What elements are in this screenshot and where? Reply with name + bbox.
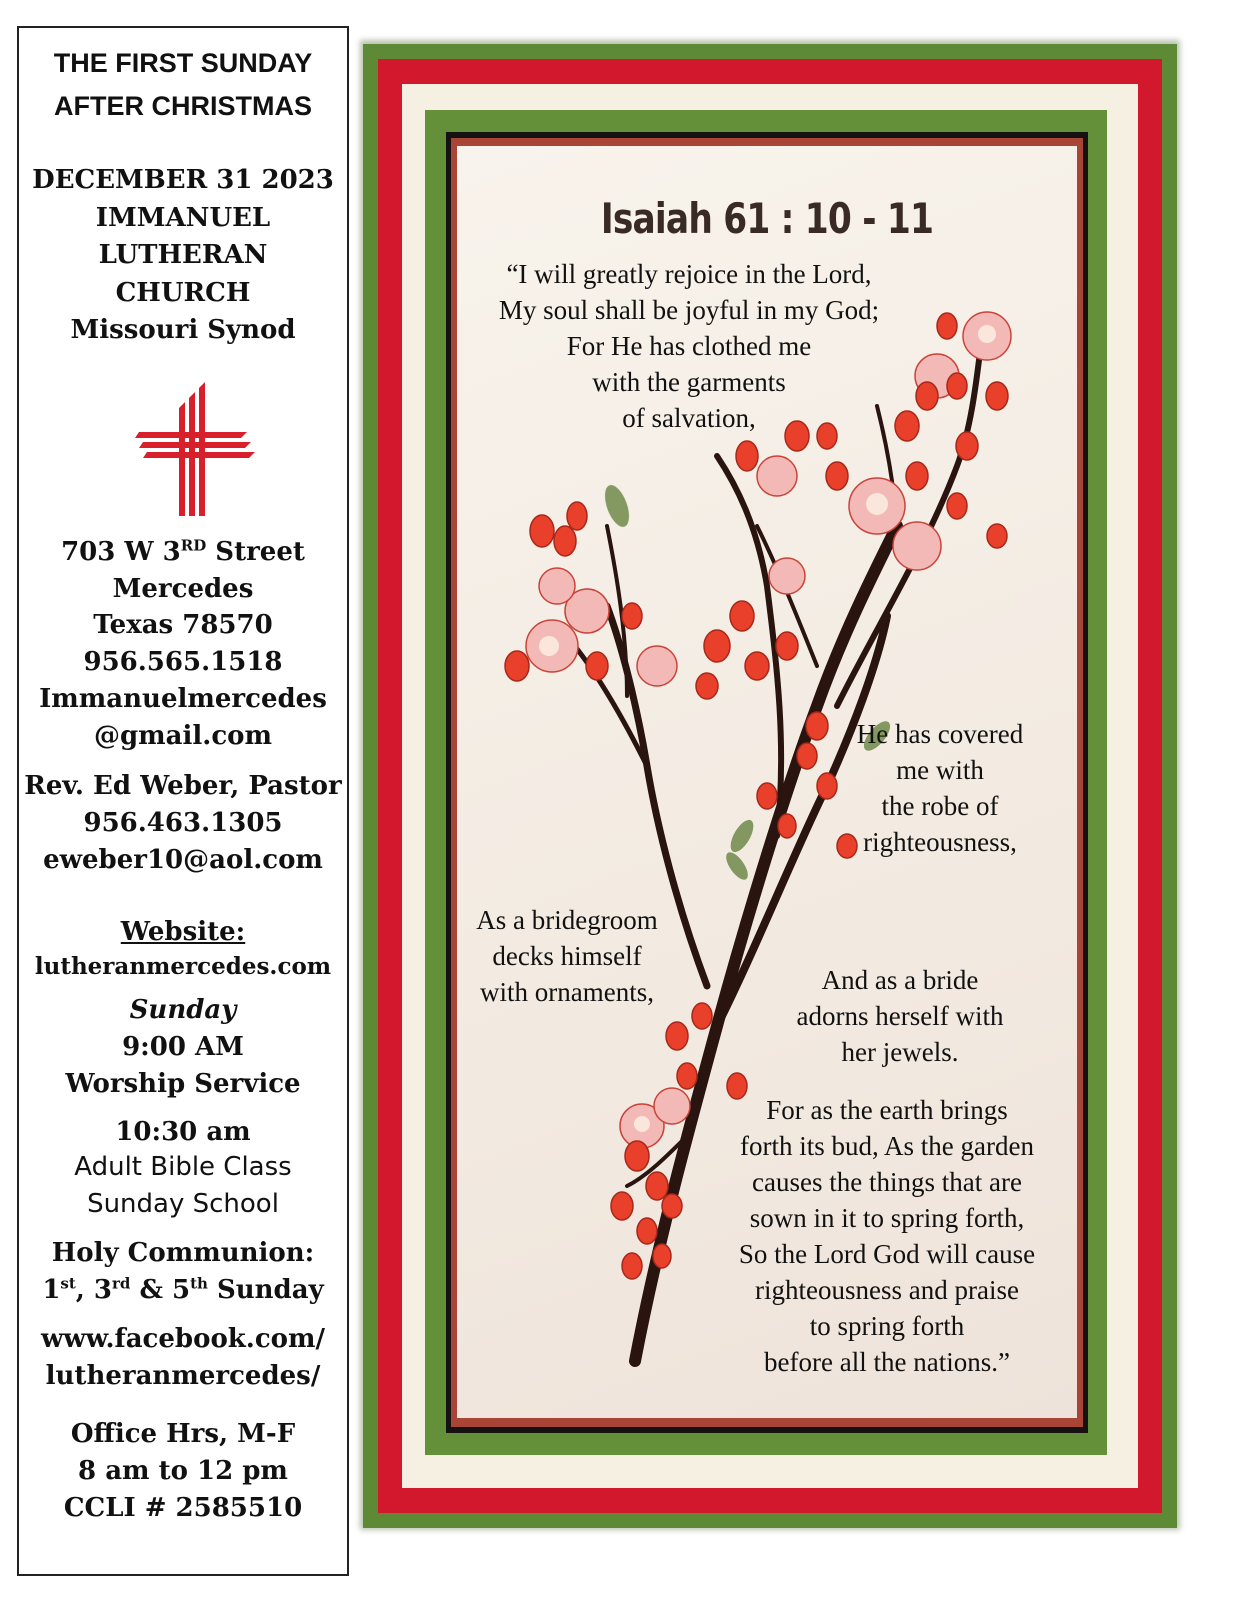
- pastor-contact: Rev. Ed Weber, Pastor 956.463.1305 eweber10@aol.com: [24, 771, 342, 875]
- class-list: Adult Bible Class Sunday School: [74, 1152, 292, 1219]
- office-hours: Office Hrs, M-F 8 am to 12 pm CCLI # 2585510: [63, 1419, 303, 1523]
- bulletin-date: DECEMBER 31 2023: [32, 165, 334, 195]
- verse-part-4: And as a bride adorns herself with her jewels.: [796, 965, 1004, 1067]
- church-email: Immanuelmercedes: [39, 683, 327, 714]
- facebook-link: www.facebook.com/ lutheranmercedes/: [40, 1324, 326, 1391]
- website-heading: Website:: [120, 917, 246, 947]
- church-address: 703 W 3RD Street Mercedes Texas 78570 956.565.1518 Immanuelmercedes @gmail.com: [19, 534, 347, 754]
- scripture-reference: Isaiah 61 : 10 - 11: [600, 194, 934, 243]
- verse-part-5: For as the earth brings forth its bud, As the garden causes the things that are sown in it to spring forth, So the Lord God will cause righteousness and praise to spring forth before all the nations.”: [738, 1095, 1036, 1377]
- church-phone: 956.565.1518: [83, 647, 283, 678]
- verse-part-3: As a bridegroom decks himself with ornaments,: [476, 905, 658, 1007]
- verse-part-1: “I will greatly rejoice in the Lord, My soul shall be joyful in my God; For He has clothed me with the garments of salvation,: [498, 259, 880, 433]
- communion-schedule: Holy Communion: 1st, 3rd & 5th Sunday: [42, 1238, 324, 1305]
- date-and-church-name: DECEMBER 31 2023 IMMANUEL LUTHERAN CHURCH Missouri Synod: [19, 162, 347, 350]
- lcms-cross-icon: [135, 374, 255, 516]
- street-address: 703 W 3RD Street: [61, 536, 305, 567]
- worship-schedule: Sunday 9:00 AM Worship Service: [65, 995, 301, 1099]
- scripture-panel: [457, 146, 1077, 1418]
- website-url: lutheranmercedes.com: [34, 953, 332, 980]
- class-time: 10:30 am: [115, 1117, 251, 1147]
- bulletin-title: THE FIRST SUNDAY AFTER CHRISTMAS: [53, 48, 313, 121]
- verse-part-2: He has covered me with the robe of righteousness,: [856, 719, 1024, 857]
- church-info-sidebar: [17, 26, 349, 1576]
